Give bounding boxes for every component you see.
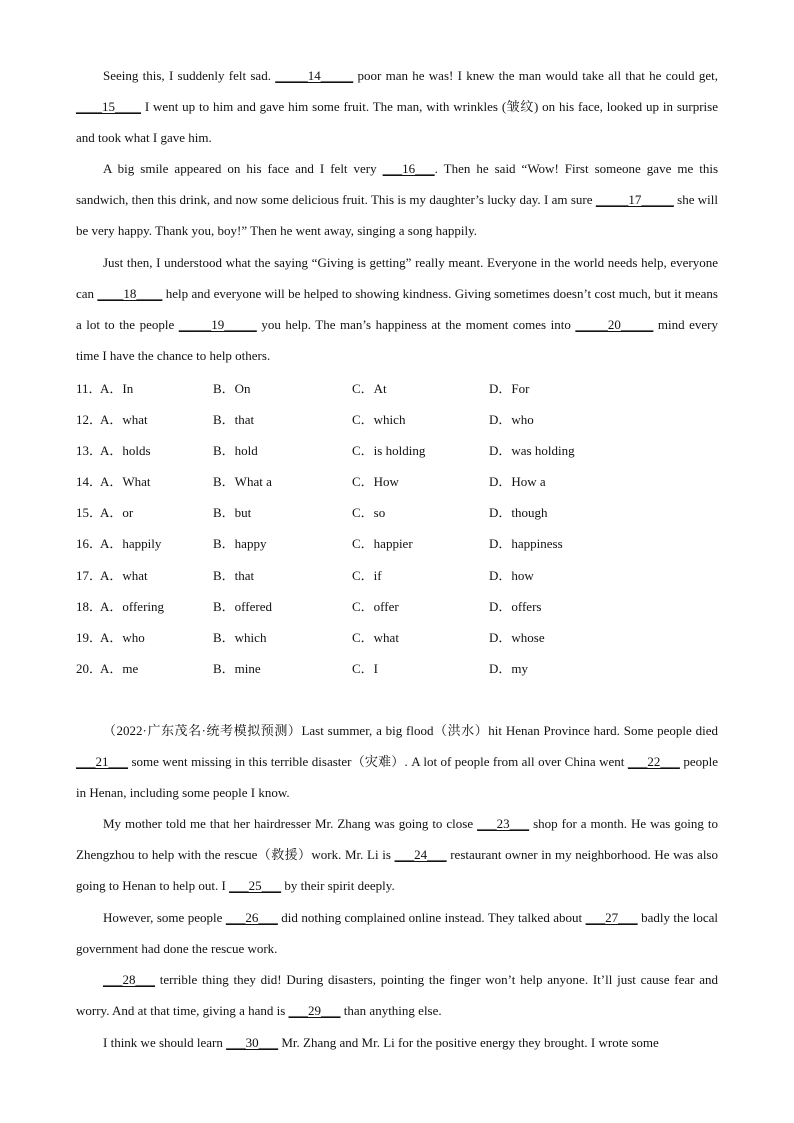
option-d: D．how [489, 567, 534, 583]
question-number: 18． [76, 598, 103, 614]
question-number: 19． [76, 629, 103, 645]
blank-17: _____17_____ [595, 192, 674, 207]
option-a: A．me [100, 660, 139, 676]
option-a: A．What [100, 474, 151, 490]
passage2-paragraph-4 [76, 964, 718, 1026]
blank-25: ___25___ [229, 878, 282, 893]
option-b: B．but [213, 505, 252, 521]
text: restaurant owner in my neighborhood. He was also going to Henan to help out. I [76, 847, 718, 893]
option-d: D．was holding [489, 443, 575, 459]
option-a: A．what [100, 412, 148, 428]
question-row [76, 653, 718, 684]
option-a: A．what [100, 567, 148, 583]
text: she will be very happy. Thank you, boy!” Then he went away, singing a song happily. [76, 192, 718, 238]
option-d: D．How a [489, 474, 546, 490]
text: I think we should learn [103, 1035, 227, 1050]
option-b: B．that [213, 412, 255, 428]
blank-14: _____14_____ [275, 68, 354, 83]
text: help and everyone will be helped to showing kindness. Giving sometimes doesn’t cost much, but it means a lot to the people [76, 286, 718, 332]
blank-29: ___29___ [288, 1003, 341, 1018]
question-number: 15． [76, 505, 103, 521]
option-b: B．mine [213, 660, 261, 676]
text: terrible thing they did! During disasters, pointing the finger won’t help anyone. It’ll just cause fear and worry. And at that time, giving a hand is [76, 972, 718, 1018]
blank-22: ___22___ [627, 754, 680, 769]
option-c: C．At [352, 381, 387, 396]
question-number: 13． [76, 443, 103, 459]
option-a: A．happily [100, 536, 162, 552]
question-row [76, 528, 718, 559]
option-a: A．who [100, 629, 145, 645]
question-row [76, 560, 718, 591]
passage2-paragraph-3 [76, 902, 718, 964]
options-list [76, 373, 718, 684]
option-c: C．if [352, 567, 382, 583]
option-d: D．For [489, 381, 530, 396]
blank-26: ___26___ [225, 910, 278, 925]
text: people in Henan, including some people I know. [76, 754, 718, 800]
option-d: D．who [489, 412, 534, 428]
text: . Then he said “Wow! First someone gave me this sandwich, then this drink, and now some delicious fruit. This is my daughter’s lucky day. I am sure [76, 161, 719, 207]
option-b: B．that [213, 567, 255, 583]
option-c: C．How [352, 474, 399, 490]
question-number: 20． [76, 660, 103, 676]
text: A big smile appeared on his face and I felt very [103, 161, 383, 176]
option-d: D．my [489, 660, 529, 676]
option-d: D．whose [489, 629, 545, 645]
option-d: D．happiness [489, 536, 563, 552]
option-b: B．offered [213, 598, 272, 614]
text: you help. The man’s happiness at the moment comes into [256, 317, 576, 332]
text: by their spirit deeply. [281, 878, 395, 893]
text: Just then, I understood what the saying “Giving is getting” really meant. Everyone in the world needs help, everyone can [76, 255, 718, 301]
text: I went up to him and gave him some fruit. The man, with wrinkles (皱纹) on his face, looked up in surprise and took what I gave him. [76, 99, 718, 145]
question-row [76, 404, 718, 435]
option-c: C．happier [352, 536, 413, 552]
question-row [76, 622, 718, 653]
text: （2022·广东茂名·统考模拟预测）Last summer, a big flood（洪水）hit Henan Province hard. Some people died [103, 723, 718, 738]
blank-19: _____19_____ [178, 317, 257, 332]
option-c: C．which [352, 412, 406, 428]
text: My mother told me that her hairdresser Mr. Zhang was going to close [103, 816, 478, 831]
blank-30: ___30___ [226, 1035, 279, 1050]
option-a: A．In [100, 381, 134, 396]
text: Mr. Zhang and Mr. Li for the positive energy they brought. I wrote some [278, 1035, 659, 1050]
option-c: C．so [352, 505, 386, 521]
option-a: A．offering [100, 598, 165, 614]
option-c: C．offer [352, 598, 399, 614]
option-b: B．On [213, 381, 251, 396]
blank-28: ___28___ [103, 972, 155, 987]
text: badly the local government had done the rescue work. [76, 910, 719, 956]
question-row [76, 591, 718, 622]
option-d: D．offers [489, 598, 542, 614]
text: some went missing in this terrible disaster（灾难）. A lot of people from all over China went [128, 754, 628, 769]
option-a: A．holds [100, 443, 151, 459]
question-number: 14． [76, 474, 103, 490]
option-b: B．which [213, 629, 267, 645]
passage1-paragraph-3 [76, 247, 718, 371]
question-row [76, 466, 718, 497]
question-number: 11． [76, 381, 102, 396]
option-c: C．what [352, 629, 399, 645]
passage2-paragraph-1 [76, 715, 718, 808]
text: However, some people [103, 910, 226, 925]
passage1-paragraph-2 [76, 153, 718, 246]
option-c: C．I [352, 660, 379, 676]
passage2-paragraph-5 [76, 1027, 718, 1058]
question-row [76, 435, 718, 466]
option-b: B．happy [213, 536, 267, 552]
option-d: D．though [489, 505, 548, 521]
question-number: 17． [76, 567, 103, 583]
blank-27: ___27___ [585, 910, 638, 925]
text: poor man he was! I knew the man would take all that he could get, [353, 68, 718, 83]
option-a: A．or [100, 505, 134, 521]
blank-15: ____15____ [76, 99, 141, 114]
passage2-paragraph-2 [76, 808, 718, 901]
text: shop for a month. He was going to Zhengzhou to help with the rescue（救援）work. Mr. Li is [76, 816, 718, 862]
question-row [76, 497, 718, 528]
option-c: C．is holding [352, 443, 426, 459]
blank-23: ___23___ [477, 816, 530, 831]
question-number: 16． [76, 536, 103, 552]
blank-21: ___21___ [76, 754, 128, 769]
text: than anything else. [340, 1003, 442, 1018]
blank-24: ___24___ [394, 847, 447, 862]
option-b: B．hold [213, 443, 258, 459]
text: Seeing this, I suddenly felt sad. [103, 68, 276, 83]
passage1-paragraph-1 [76, 60, 718, 153]
question-row [76, 373, 718, 404]
blank-18: ____18____ [97, 286, 163, 301]
text: mind every time I have the chance to help others. [76, 317, 719, 363]
text: did nothing complained online instead. They talked about [277, 910, 586, 925]
option-b: B．What a [213, 474, 272, 490]
blank-20: _____20_____ [575, 317, 654, 332]
blank-16: ___16___ [382, 161, 435, 176]
question-number: 12． [76, 412, 103, 428]
